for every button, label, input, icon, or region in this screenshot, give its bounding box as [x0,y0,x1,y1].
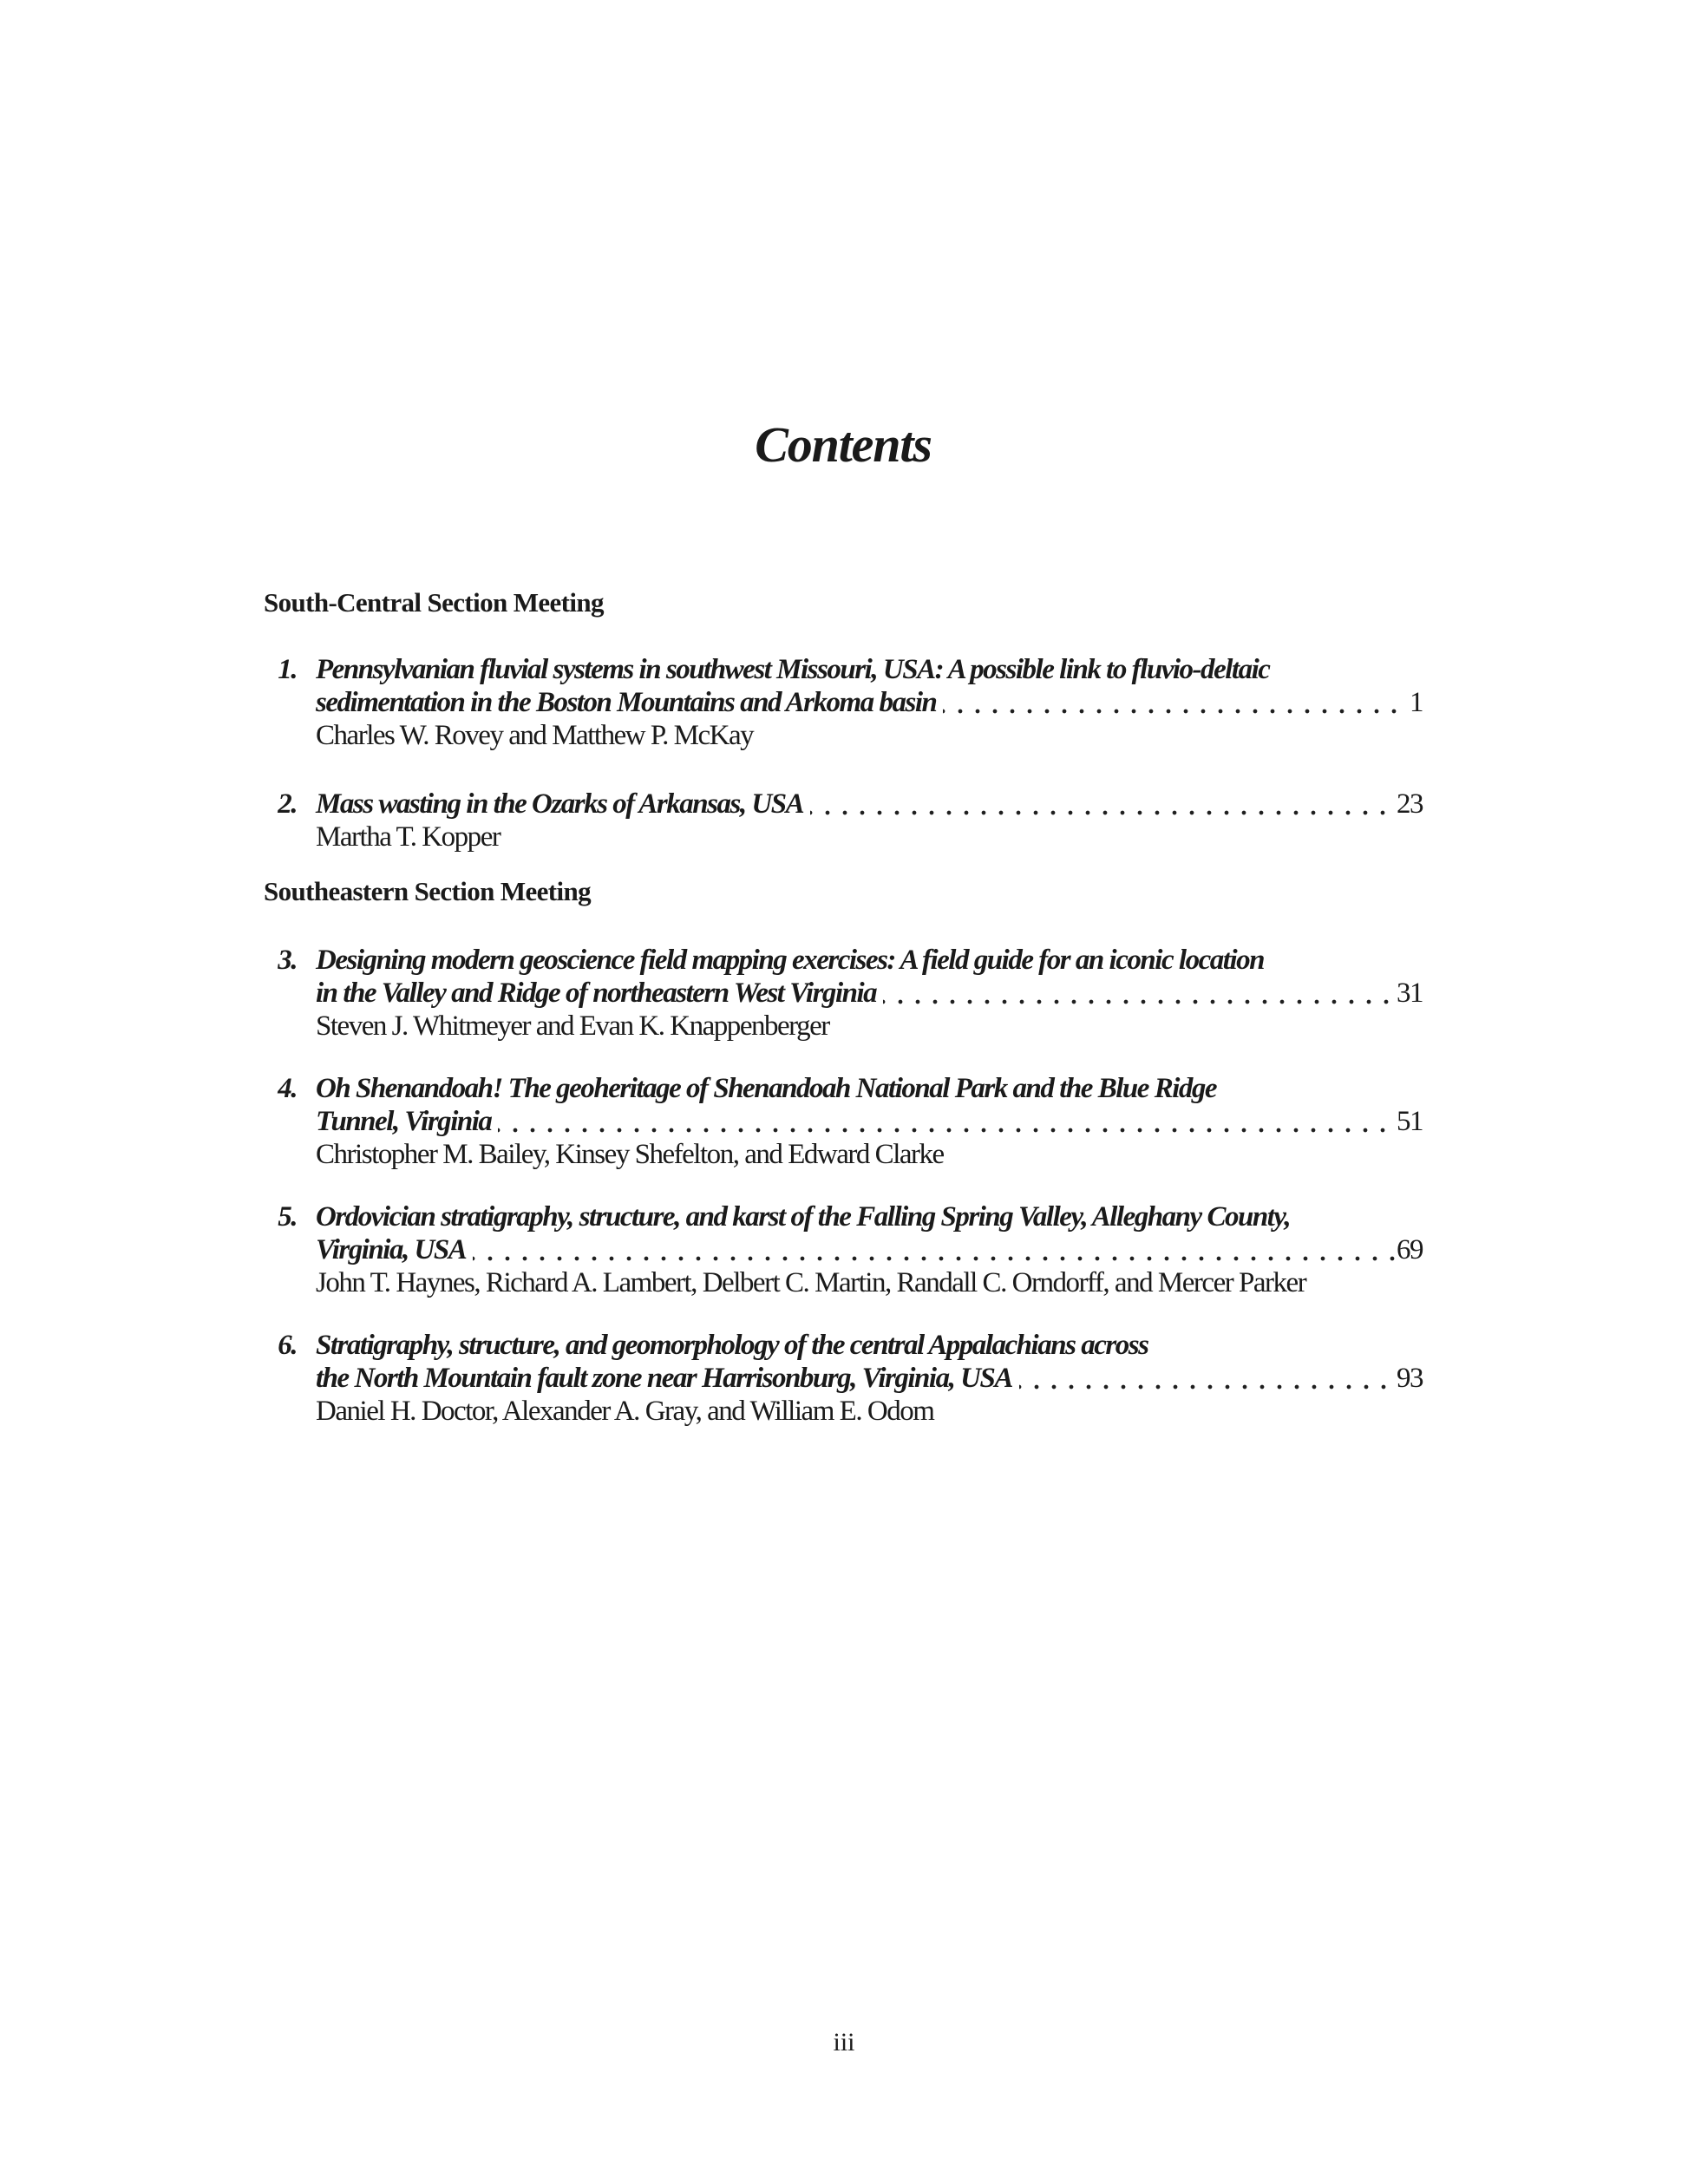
entry-title-line: in the Valley and Ridge of northeastern West Virginia [316,978,877,1009]
entry-leader-line [316,1233,1423,1266]
entry-number: 4. [278,1073,297,1104]
entry-body [316,653,1423,752]
entry-number: 6. [278,1330,297,1361]
entry-authors: Martha T. Kopper [316,821,501,853]
toc-entry [264,1072,1423,1171]
toc-entry [264,788,1423,853]
entry-title-line: Virginia, USA [316,1234,467,1265]
toc-entry [264,1329,1423,1428]
entry-body [316,1072,1423,1171]
entry-body [316,944,1423,1043]
entry-body [316,1200,1423,1299]
dot-leader [1019,1362,1395,1395]
dot-leader [810,788,1395,821]
entry-title-line: Mass wasting in the Ozarks of Arkansas, USA [316,788,804,820]
entry-title-line: Tunnel, Virginia [316,1106,492,1137]
entry-body [316,1329,1423,1428]
entry-page-number: 23 [1396,788,1423,820]
toc-entry [264,1200,1423,1299]
entry-title-line: Ordovician stratigraphy, structure, and karst of the Falling Spring Valley, Alleghany County, [316,1201,1291,1233]
dot-leader [498,1105,1395,1138]
page-title: Contents [755,416,932,473]
dot-leader [883,977,1395,1010]
entry-body [316,788,1423,853]
entry-leader-line [316,788,1423,821]
toc-content [264,0,1423,1428]
entry-page-number: 31 [1396,978,1423,1009]
dot-leader [943,686,1402,719]
entry-number: 3. [278,945,297,976]
entry-authors: Steven J. Whitmeyer and Evan K. Knappenberger [316,1010,829,1042]
entry-authors: John T. Haynes, Richard A. Lambert, Delbert C. Martin, Randall C. Orndorff, and Mercer Parker [316,1267,1306,1298]
dot-leader [473,1233,1395,1266]
entry-number: 1. [278,654,297,685]
section-heading-south-central: South-Central Section Meeting [264,587,604,618]
entry-number: 5. [278,1201,297,1233]
entry-page-number: 51 [1396,1106,1423,1137]
entry-title-line: the North Mountain fault zone near Harrisonburg, Virginia, USA [316,1363,1012,1394]
entry-title-line: Pennsylvanian fluvial systems in southwest Missouri, USA: A possible link to fluvio-deltaic [316,654,1270,685]
page-number-footer: iii [833,2028,855,2056]
entry-page-number: 1 [1409,687,1423,718]
entry-leader-line [316,1362,1423,1395]
entry-title-line: Oh Shenandoah! The geoheritage of Shenandoah National Park and the Blue Ridge [316,1073,1217,1104]
entry-page-number: 69 [1396,1234,1423,1265]
entry-title-line: Stratigraphy, structure, and geomorphology of the central Appalachians across [316,1330,1148,1361]
entry-title-line: Designing modern geoscience field mapping exercises: A field guide for an iconic location [316,945,1265,976]
entry-authors: Christopher M. Bailey, Kinsey Shefelton, and Edward Clarke [316,1139,944,1170]
entry-leader-line [316,977,1423,1010]
section-heading-southeastern: Southeastern Section Meeting [264,876,591,906]
entry-title-line: sedimentation in the Boston Mountains and Arkoma basin [316,687,937,718]
entry-page-number: 93 [1396,1363,1423,1394]
toc-entry [264,944,1423,1043]
entry-leader-line [316,686,1423,719]
entry-number: 2. [278,788,297,820]
entry-leader-line [316,1105,1423,1138]
entry-authors: Daniel H. Doctor, Alexander A. Gray, and William E. Odom [316,1396,934,1427]
entry-authors: Charles W. Rovey and Matthew P. McKay [316,720,754,751]
toc-entry [264,653,1423,752]
